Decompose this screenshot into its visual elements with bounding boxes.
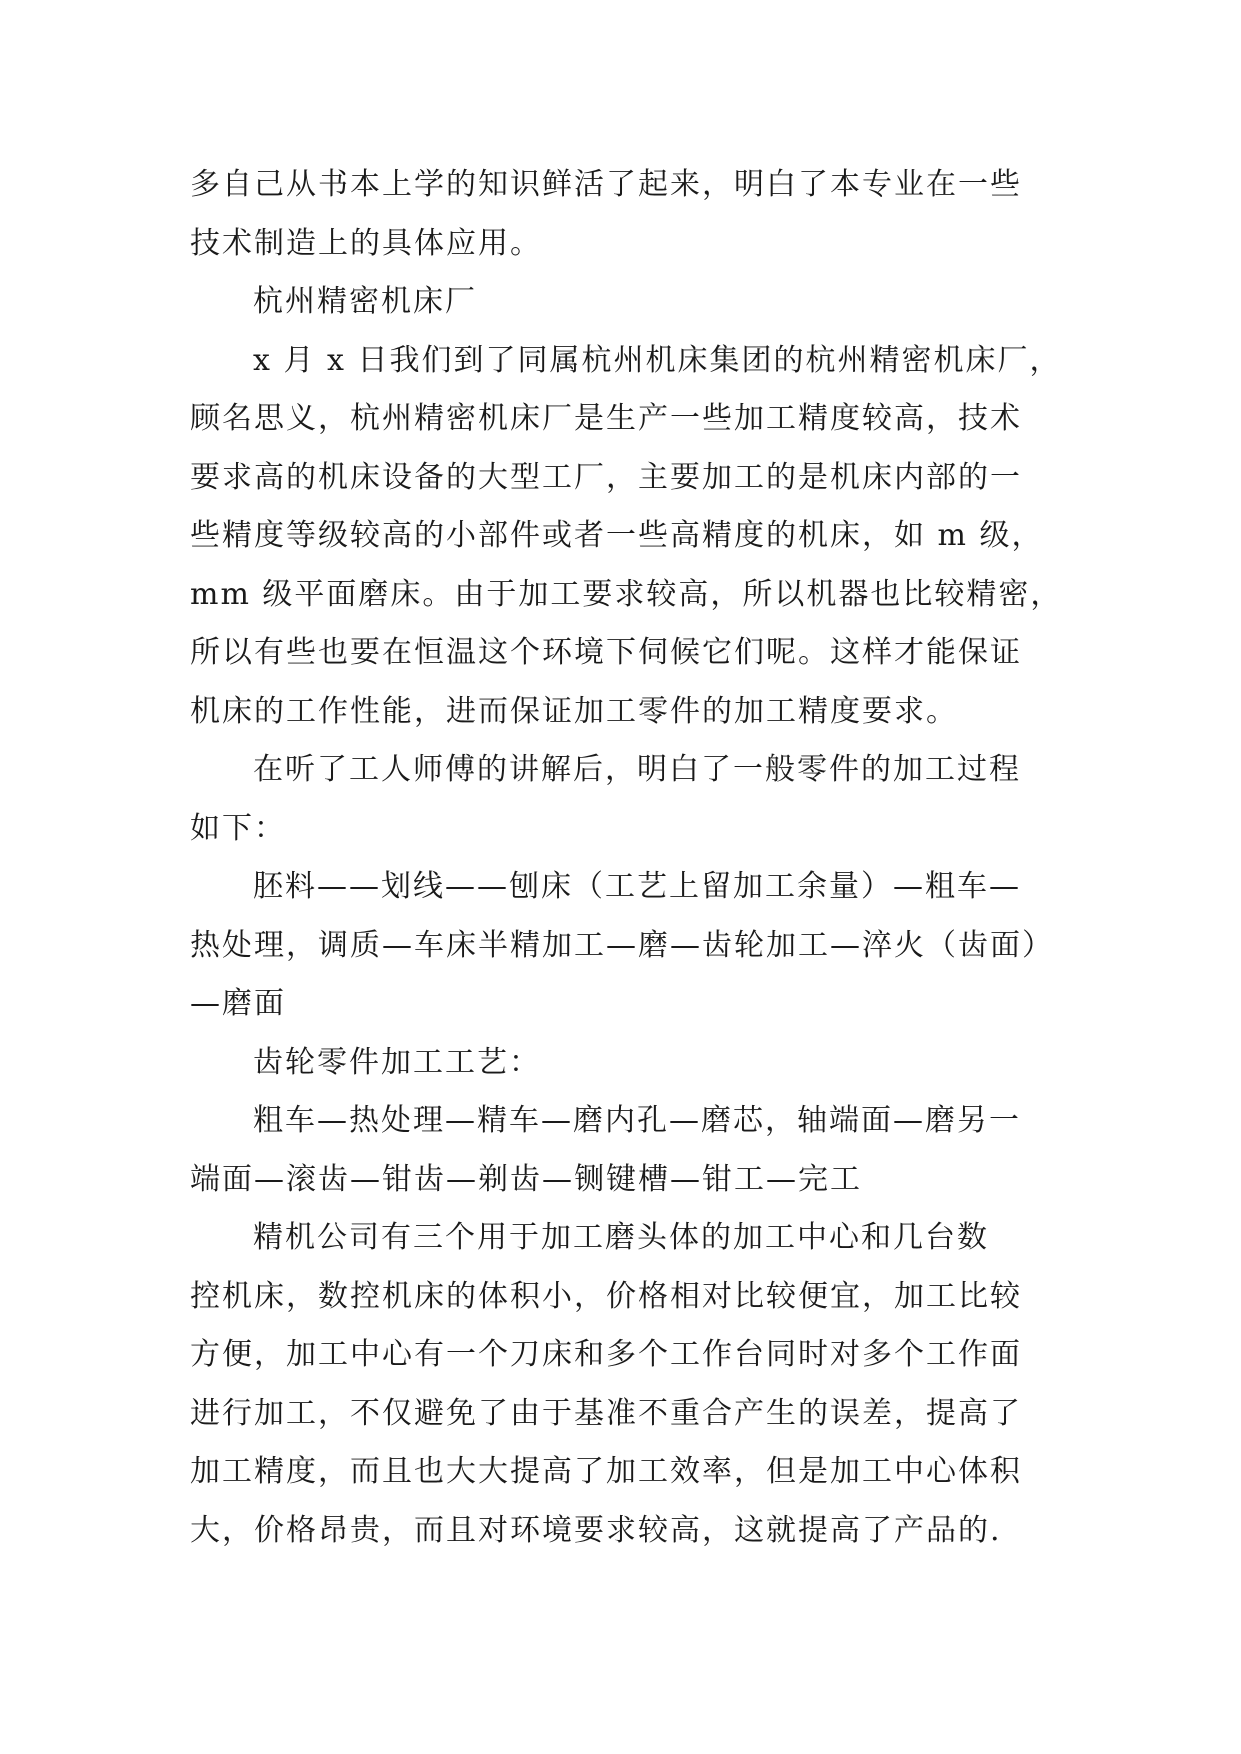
text-line: —磨面: [190, 986, 286, 1021]
text-line: 端面—滚齿—钳齿—剃齿—铡键槽—钳工—完工: [190, 1161, 862, 1197]
text-line: 多自己从书本上学的知识鲜活了起来，明白了本专业在一些: [190, 167, 1022, 202]
text-line: 加工精度，而且也大大提高了加工效率，但是加工中心体积: [190, 1454, 1022, 1489]
text-line: 如下：: [190, 810, 286, 846]
text-line: 杭州精密机床厂: [253, 284, 477, 319]
text-line: 大，价格昂贵，而且对环境要求较高，这就提高了产品的.: [190, 1512, 1002, 1548]
document-body: [190, 156, 1063, 1560]
text-line: 齿轮零件加工工艺：: [253, 1044, 541, 1080]
text-line: 热处理，调质—车床半精加工—磨—齿轮加工—淬火（齿面）: [190, 927, 1054, 963]
text-line: x 月 x 日我们到了同属杭州机床集团的杭州精密机床厂，: [253, 342, 1062, 378]
text-line: 顾名思义，杭州精密机床厂是生产一些加工精度较高，技术: [190, 401, 1022, 436]
text-line: 些精度等级较高的小部件或者一些高精度的机床，如 m 级，: [190, 518, 1044, 553]
text-line: 所以有些也要在恒温这个环境下伺候它们呢。这样才能保证: [190, 635, 1022, 670]
text-line: 进行加工，不仅避免了由于基准不重合产生的误差，提高了: [190, 1395, 1022, 1431]
text-line: 技术制造上的具体应用。: [190, 225, 542, 261]
text-line: 胚料——划线——刨床（工艺上留加工余量）—粗车—: [253, 869, 1021, 904]
text-line: 要求高的机床设备的大型工厂，主要加工的是机床内部的一: [190, 459, 1022, 495]
text-line: 控机床，数控机床的体积小，价格相对比较便宜，加工比较: [190, 1278, 1022, 1314]
text-line: 精机公司有三个用于加工磨头体的加工中心和几台数: [253, 1220, 989, 1255]
text-line: mm 级平面磨床。由于加工要求较高，所以机器也比较精密，: [190, 576, 1063, 612]
text-line: 方便，加工中心有一个刀床和多个工作台同时对多个工作面: [190, 1337, 1022, 1372]
text-line: 粗车—热处理—精车—磨内孔—磨芯，轴端面—磨另一: [253, 1103, 1021, 1138]
text-line: 在听了工人师傅的讲解后，明白了一般零件的加工过程: [253, 752, 1021, 787]
text-line: 机床的工作性能，进而保证加工零件的加工精度要求。: [190, 693, 958, 729]
